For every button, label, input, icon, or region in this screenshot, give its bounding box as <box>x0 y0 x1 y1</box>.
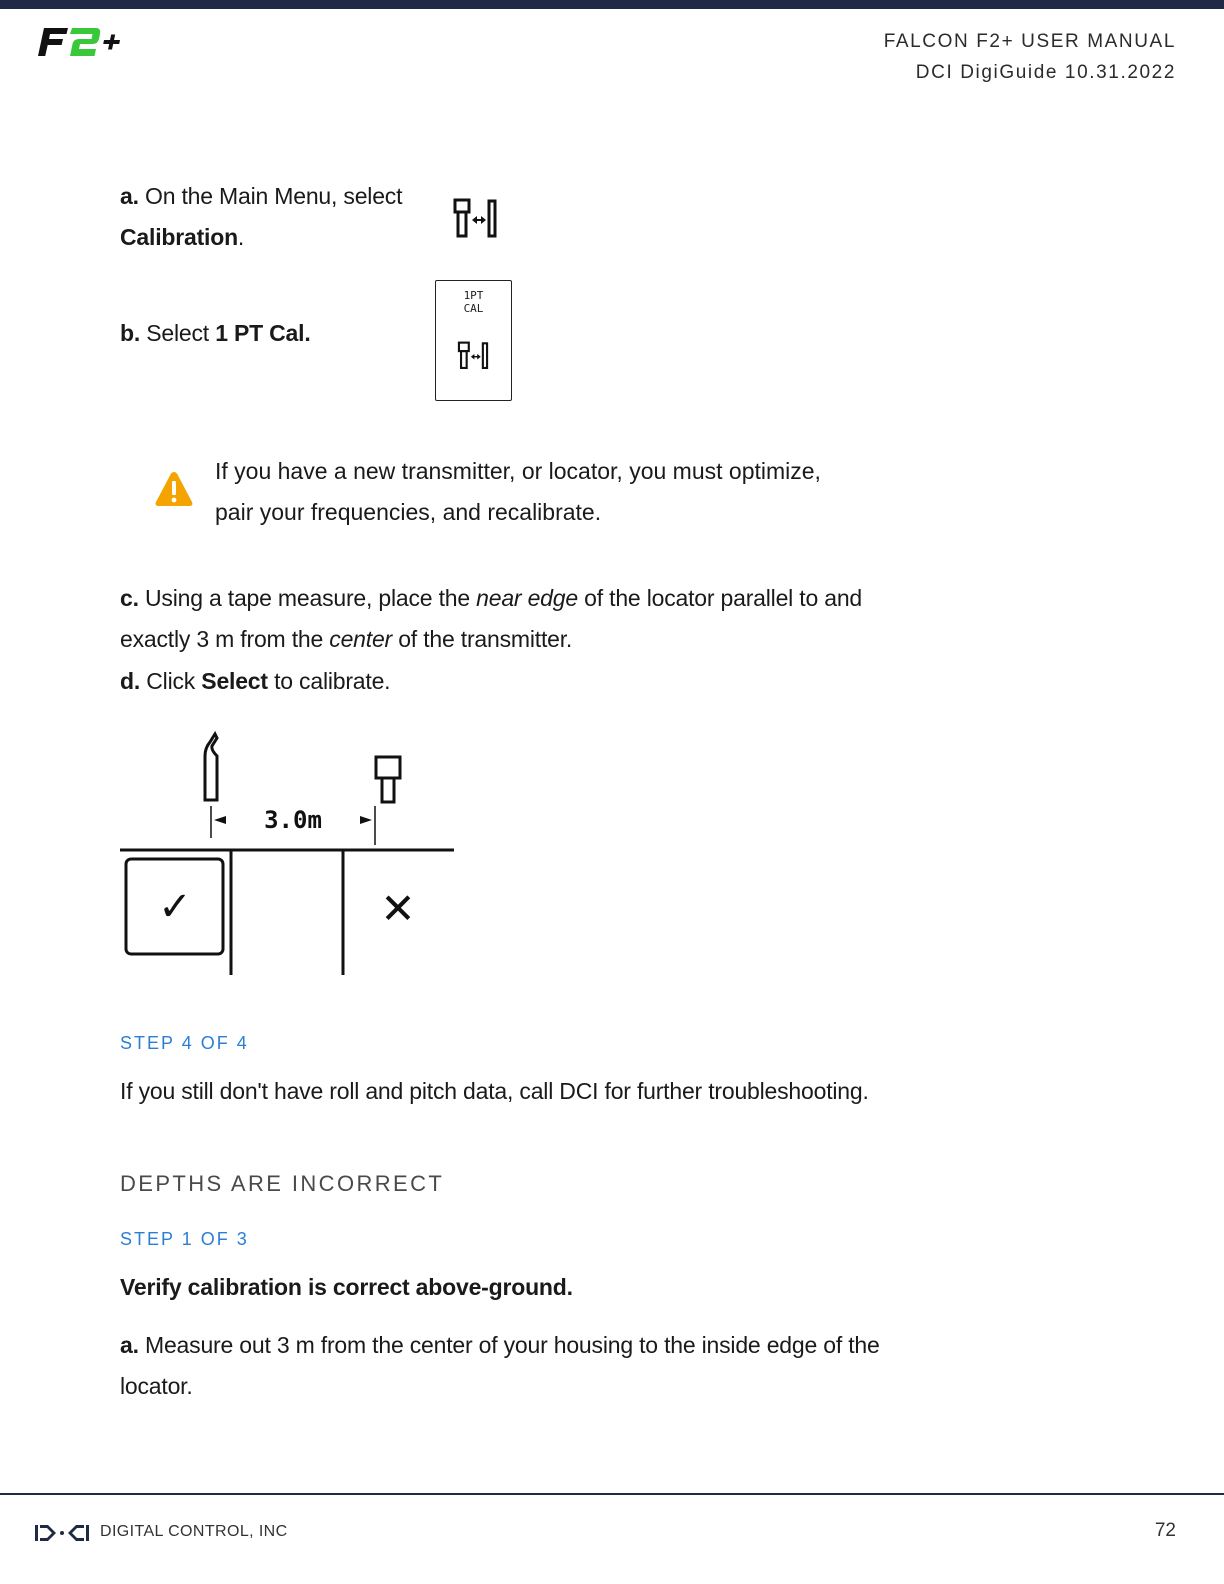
warning-line-2: pair your frequencies, and recalibrate. <box>215 499 602 525</box>
instruction-c-text-1: Using a tape measure, place the <box>145 585 470 611</box>
instruction-c-text-3: exactly 3 m from the <box>120 626 324 652</box>
instruction-c-text-2: of the locator parallel to and <box>584 585 863 611</box>
instruction-d-text-1: Click <box>146 668 196 694</box>
distance-label: 3.0m <box>264 806 322 834</box>
instruction-a-bold: Calibration <box>120 224 238 250</box>
locator-icon <box>205 734 217 800</box>
instruction-a-period: . <box>237 224 245 250</box>
warning-text <box>215 451 821 533</box>
step-4-of-4-text: If you still don't have roll and pitch data, call DCI for further troubleshooting. <box>120 1078 869 1104</box>
one-pt-cal-label <box>436 289 511 315</box>
transmitter-icon <box>376 757 400 802</box>
instruction-c-italic-2: center <box>329 626 393 652</box>
one-pt-cal-line1: 1PT <box>463 289 484 302</box>
f2-plus-logo <box>34 22 124 60</box>
manual-title: FALCON F2+ USER MANUAL <box>883 31 1176 52</box>
instruction-c-italic-1: near edge <box>476 585 578 611</box>
check-icon: ✓ <box>158 884 192 930</box>
page-number: 72 <box>1154 1520 1176 1541</box>
document-header <box>884 26 1176 88</box>
step-1-of-3-prefix: a. <box>120 1332 139 1358</box>
instruction-c-text-4: of the transmitter. <box>398 626 573 652</box>
top-rule <box>0 0 1224 9</box>
calibration-icon <box>448 196 502 242</box>
step-1-of-3-label: STEP 1 OF 3 <box>120 1229 249 1249</box>
footer-rule <box>0 1493 1224 1495</box>
cross-icon: ✕ <box>380 884 416 933</box>
step-1-of-3-line-1: Measure out 3 m from the center of your housing to the inside edge of the <box>145 1332 880 1358</box>
instruction-a-prefix: a. <box>120 183 139 209</box>
instruction-c <box>120 578 862 660</box>
right-arrow-icon <box>360 816 372 824</box>
instruction-d-prefix: d. <box>120 668 141 694</box>
step-4-of-4-label: STEP 4 OF 4 <box>120 1033 249 1053</box>
step-1-of-3-line-2: locator. <box>120 1373 193 1399</box>
calibration-icon <box>454 339 492 373</box>
warning-icon <box>154 470 194 510</box>
calibration-distance-diagram <box>118 720 458 980</box>
one-pt-cal-line2: CAL <box>463 302 484 315</box>
step-1-of-3-instruction <box>120 1325 880 1407</box>
instruction-a <box>120 176 402 258</box>
dci-logo <box>34 1522 90 1544</box>
instruction-b-bold: 1 PT Cal. <box>215 320 311 346</box>
instruction-b <box>120 313 311 354</box>
step-1-of-3-heading: Verify calibration is correct above-ground. <box>120 1274 573 1300</box>
left-arrow-icon <box>214 816 226 824</box>
instruction-d <box>120 661 390 702</box>
instruction-b-text: Select <box>146 320 209 346</box>
footer-company: DIGITAL CONTROL, INC <box>100 1523 288 1540</box>
instruction-a-text: On the Main Menu, select <box>145 183 403 209</box>
warning-line-1: If you have a new transmitter, or locator, you must optimize, <box>215 458 821 484</box>
instruction-d-text-2: to calibrate. <box>274 668 391 694</box>
guide-label: DCI DigiGuide 10.31.2022 <box>915 62 1176 83</box>
instruction-d-bold: Select <box>201 668 268 694</box>
section-title: DEPTHS ARE INCORRECT <box>120 1171 445 1196</box>
instruction-c-prefix: c. <box>120 585 139 611</box>
one-pt-cal-button <box>435 280 512 401</box>
instruction-b-prefix: b. <box>120 320 141 346</box>
